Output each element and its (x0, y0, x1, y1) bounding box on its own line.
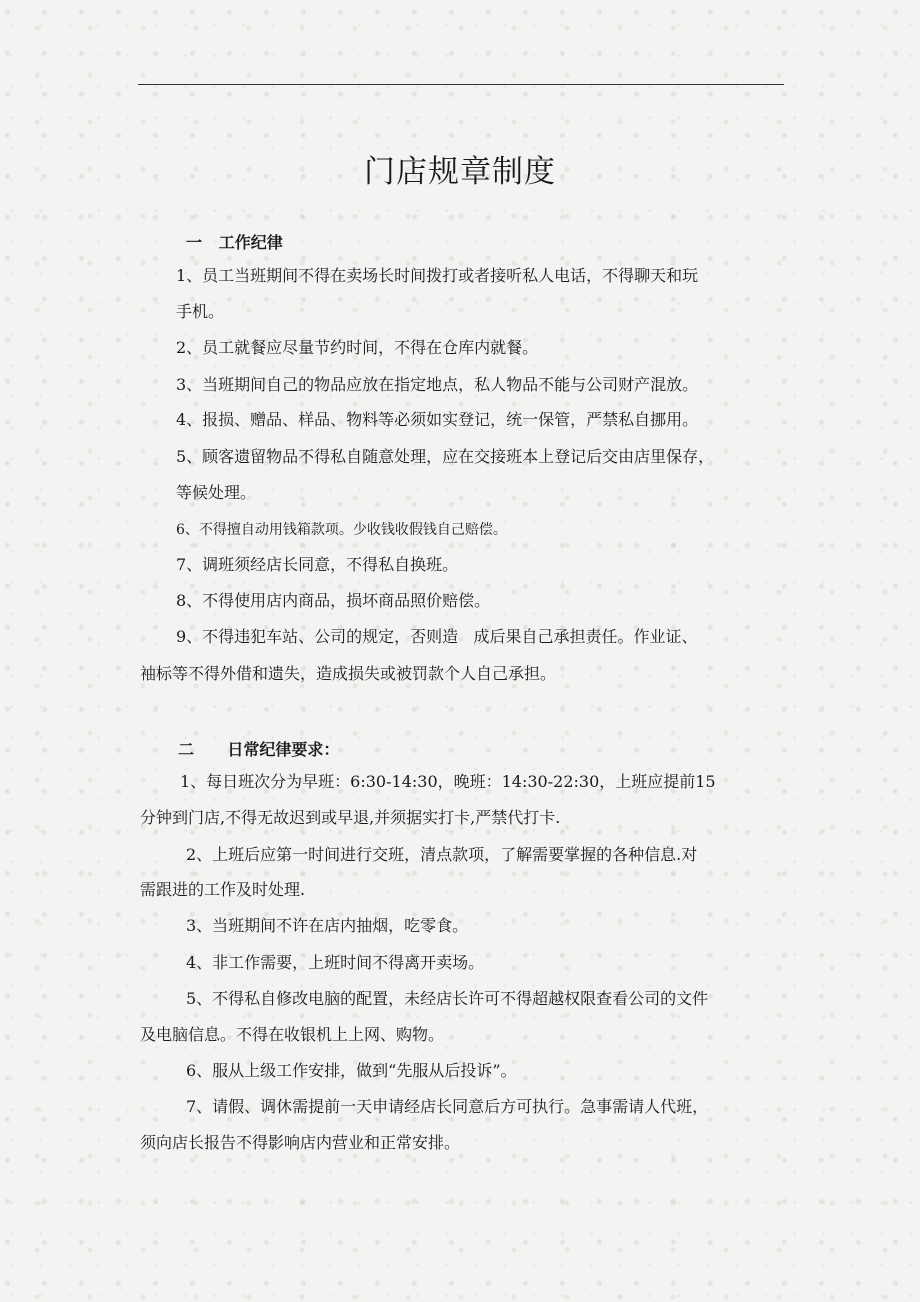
rule-line: 7、调班须经店长同意，不得私自换班。 (176, 555, 459, 574)
rule-line: 4、非工作需要，上班时间不得离开卖场。 (186, 953, 485, 972)
rule-line: 手机。 (176, 302, 225, 321)
rule-line: 等候处理。 (176, 483, 257, 502)
rule-line: 分钟到门店,不得无故迟到或早退,并须据实打卡,严禁代打卡. (140, 808, 561, 827)
rule-line: 袖标等不得外借和遗失，造成损失或被罚款个人自己承担。 (140, 664, 557, 683)
section-heading-daily-discipline: 二 日常纪律要求： (178, 740, 340, 759)
rule-line: 需跟进的工作及时处理. (140, 880, 306, 899)
rule-line: 及电脑信息。不得在收银机上上网、购物。 (140, 1025, 445, 1044)
rule-line: 7、请假、调休需提前一天申请经店长同意后方可执行。急事需请人代班， (186, 1097, 709, 1116)
document-title: 门店规章制度 (364, 154, 556, 190)
rule-line: 9、不得违犯车站、公司的规定，否则造 成后果自己承担责任。作业证、 (176, 627, 698, 646)
rule-line: 1、每日班次分为早班：6:30-14:30，晚班：14:30-22:30，上班应提前15 (180, 772, 716, 791)
rule-line: 8、不得使用店内商品，损坏商品照价赔偿。 (176, 591, 491, 610)
section-heading-work-discipline: 一 工作纪律 (186, 233, 283, 252)
rule-line: 2、上班后应第一时间进行交班，清点款项，了解需要掌握的各种信息.对 (186, 845, 698, 864)
rule-line: 5、不得私自修改电脑的配置，未经店长许可不得超越权限查看公司的文件 (186, 989, 709, 1008)
rule-line: 4、报损、赠品、样品、物料等必须如实登记，统一保管，严禁私自挪用。 (176, 410, 699, 429)
header-rule (138, 84, 784, 85)
rule-line: 3、当班期间自己的物品应放在指定地点，私人物品不能与公司财产混放。 (176, 375, 699, 394)
rule-line: 2、员工就餐应尽量节约时间，不得在仓库内就餐。 (176, 338, 539, 357)
rule-line: 1、员工当班期间不得在卖场长时间拨打或者接听私人电话，不得聊天和玩 (176, 266, 699, 285)
rule-line: 6、服从上级工作安排，做到“先服从后投诉”。 (186, 1061, 517, 1080)
rule-line: 5、顾客遗留物品不得私自随意处理，应在交接班本上登记后交由店里保存， (176, 447, 715, 466)
rule-line: 6、不得擅自动用钱箱款项。少收钱收假钱自己赔偿。 (176, 522, 507, 538)
rule-line: 3、当班期间不许在店内抽烟，吃零食。 (186, 916, 469, 935)
rule-line: 须向店长报告不得影响店内营业和正常安排。 (140, 1133, 461, 1152)
